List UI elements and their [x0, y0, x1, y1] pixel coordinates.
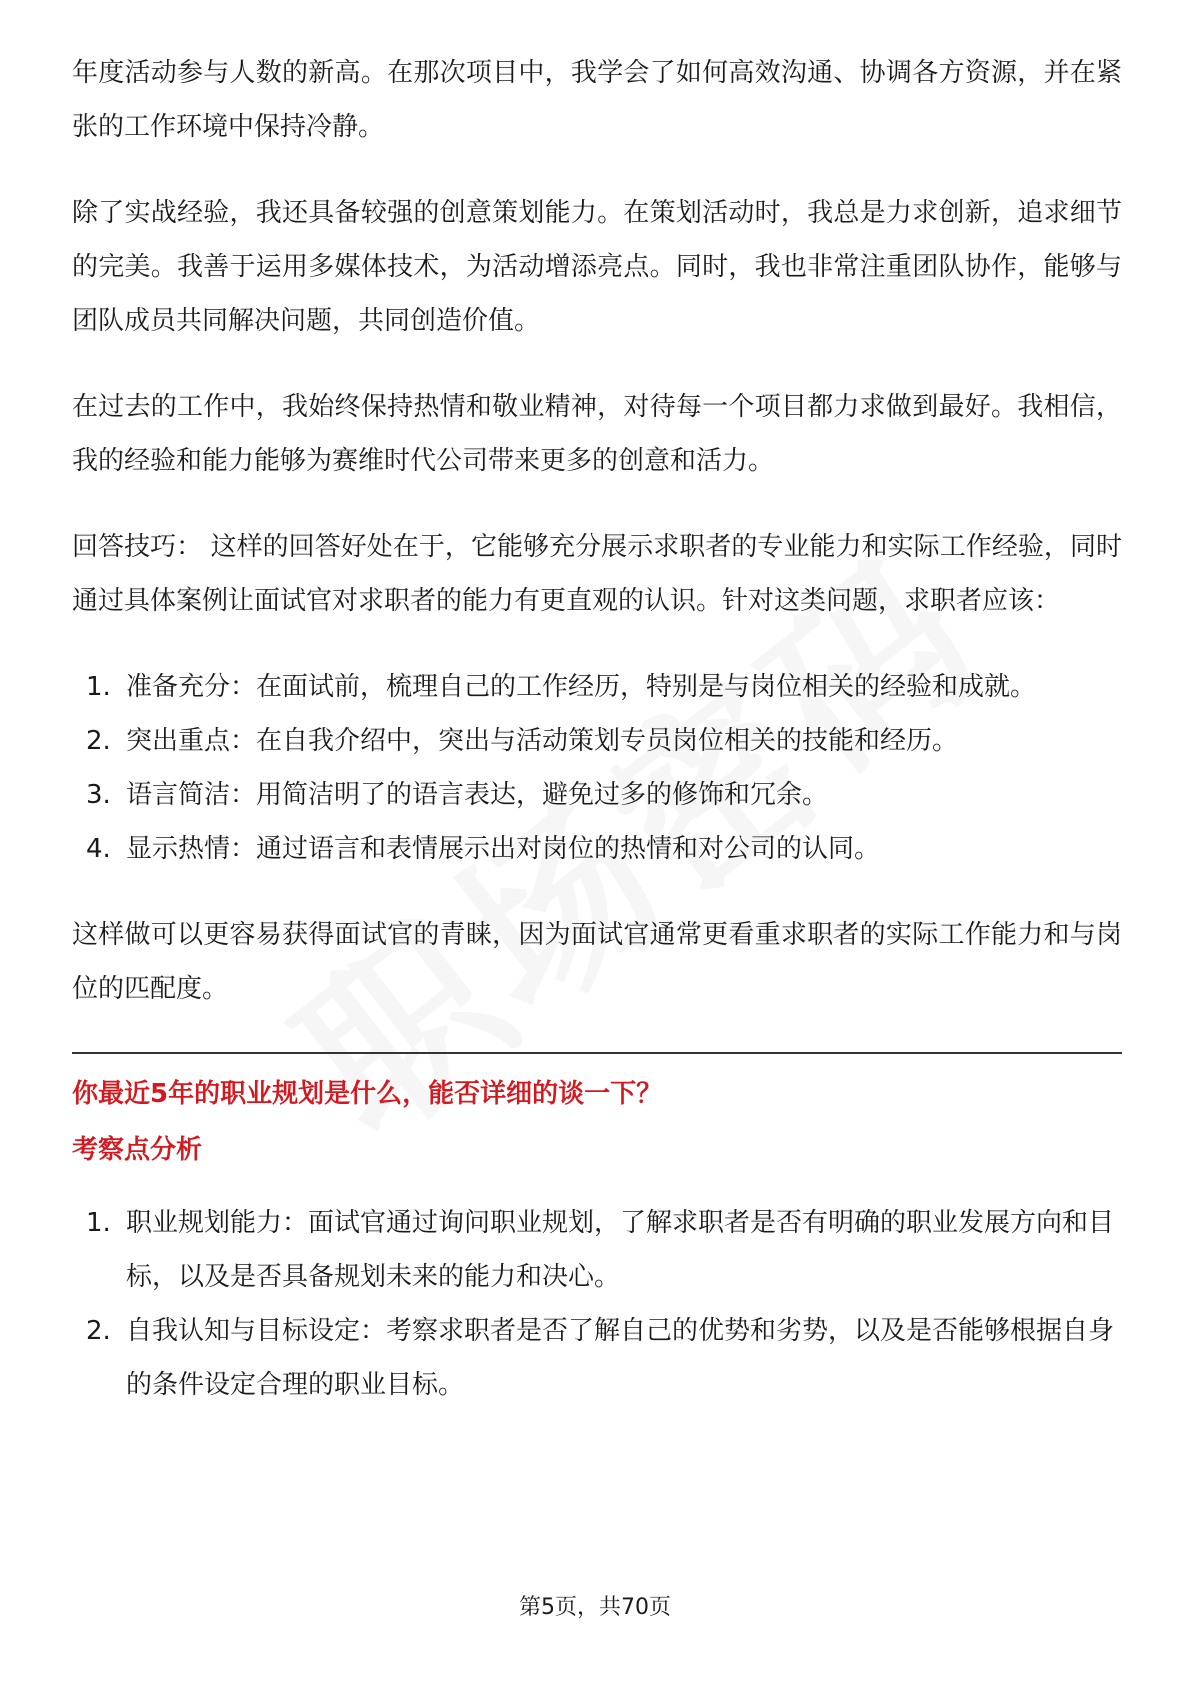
list-number: 1.: [86, 672, 111, 702]
list-item: [72, 660, 1122, 714]
analysis-points-list: [72, 1196, 1122, 1412]
list-item: [72, 1196, 1122, 1304]
paragraph: 除了实战经验，我还具备较强的创意策划能力。在策划活动时，我总是力求创新，追求细节的完美。我善于运用多媒体技术，为活动增添亮点。同时，我也非常注重团队协作，能够与团队成员共同解决问题，共同创造价值。: [72, 198, 1122, 336]
section-divider: [72, 1052, 1122, 1054]
paragraph: 在过去的工作中，我始终保持热情和敬业精神，对待每一个项目都力求做到最好。我相信，我的经验和能力能够为赛维时代公司带来更多的创意和活力。: [72, 392, 1122, 476]
tips-list: [72, 660, 1122, 876]
list-item-text: 突出重点：在自我介绍中，突出与活动策划专员岗位相关的技能和经历。: [126, 726, 959, 756]
answer-tips-paragraph: 回答技巧： 这样的回答好处在于，它能够充分展示求职者的专业能力和实际工作经验，同时通过具体案例让面试官对求职者的能力有更直观的认识。针对这类问题，求职者应该：: [72, 532, 1122, 616]
analysis-heading: 考察点分析: [72, 1135, 203, 1165]
list-item: [72, 714, 1122, 768]
paragraph: 年度活动参与人数的新高。在那次项目中，我学会了如何高效沟通、协调各方资源，并在紧张的工作环境中保持冷静。: [72, 58, 1122, 142]
list-number: 2.: [86, 1316, 111, 1346]
list-number: 2.: [86, 726, 111, 756]
closing-paragraph: 这样做可以更容易获得面试官的青睐，因为面试官通常更看重求职者的实际工作能力和与岗位的匹配度。: [72, 920, 1122, 1004]
list-number: 3.: [86, 780, 111, 810]
list-item-text: 显示热情：通过语言和表情展示出对岗位的热情和对公司的认同。: [126, 834, 881, 864]
question-title: 你最近5年的职业规划是什么，能否详细的谈一下？: [72, 1079, 663, 1109]
list-item-text: 自我认知与目标设定：考察求职者是否了解自己的优势和劣势，以及是否能够根据自身的条件设定合理的职业目标。: [126, 1316, 1115, 1400]
list-item-text: 语言简洁：用简洁明了的语言表达，避免过多的修饰和冗余。: [126, 780, 829, 810]
page-content: [72, 46, 1122, 1412]
list-item: [72, 822, 1122, 876]
list-number: 4.: [86, 834, 111, 864]
list-item-text: 准备充分：在面试前，梳理自己的工作经历，特别是与岗位相关的经验和成就。: [126, 672, 1037, 702]
list-item-text: 职业规划能力：面试官通过询问职业规划，了解求职者是否有明确的职业发展方向和目标，以及是否具备规划未来的能力和决心。: [126, 1208, 1115, 1292]
list-item: [72, 1304, 1122, 1412]
page-footer: 第5页，共70页: [519, 1595, 671, 1620]
list-item: [72, 768, 1122, 822]
list-number: 1.: [86, 1208, 111, 1238]
